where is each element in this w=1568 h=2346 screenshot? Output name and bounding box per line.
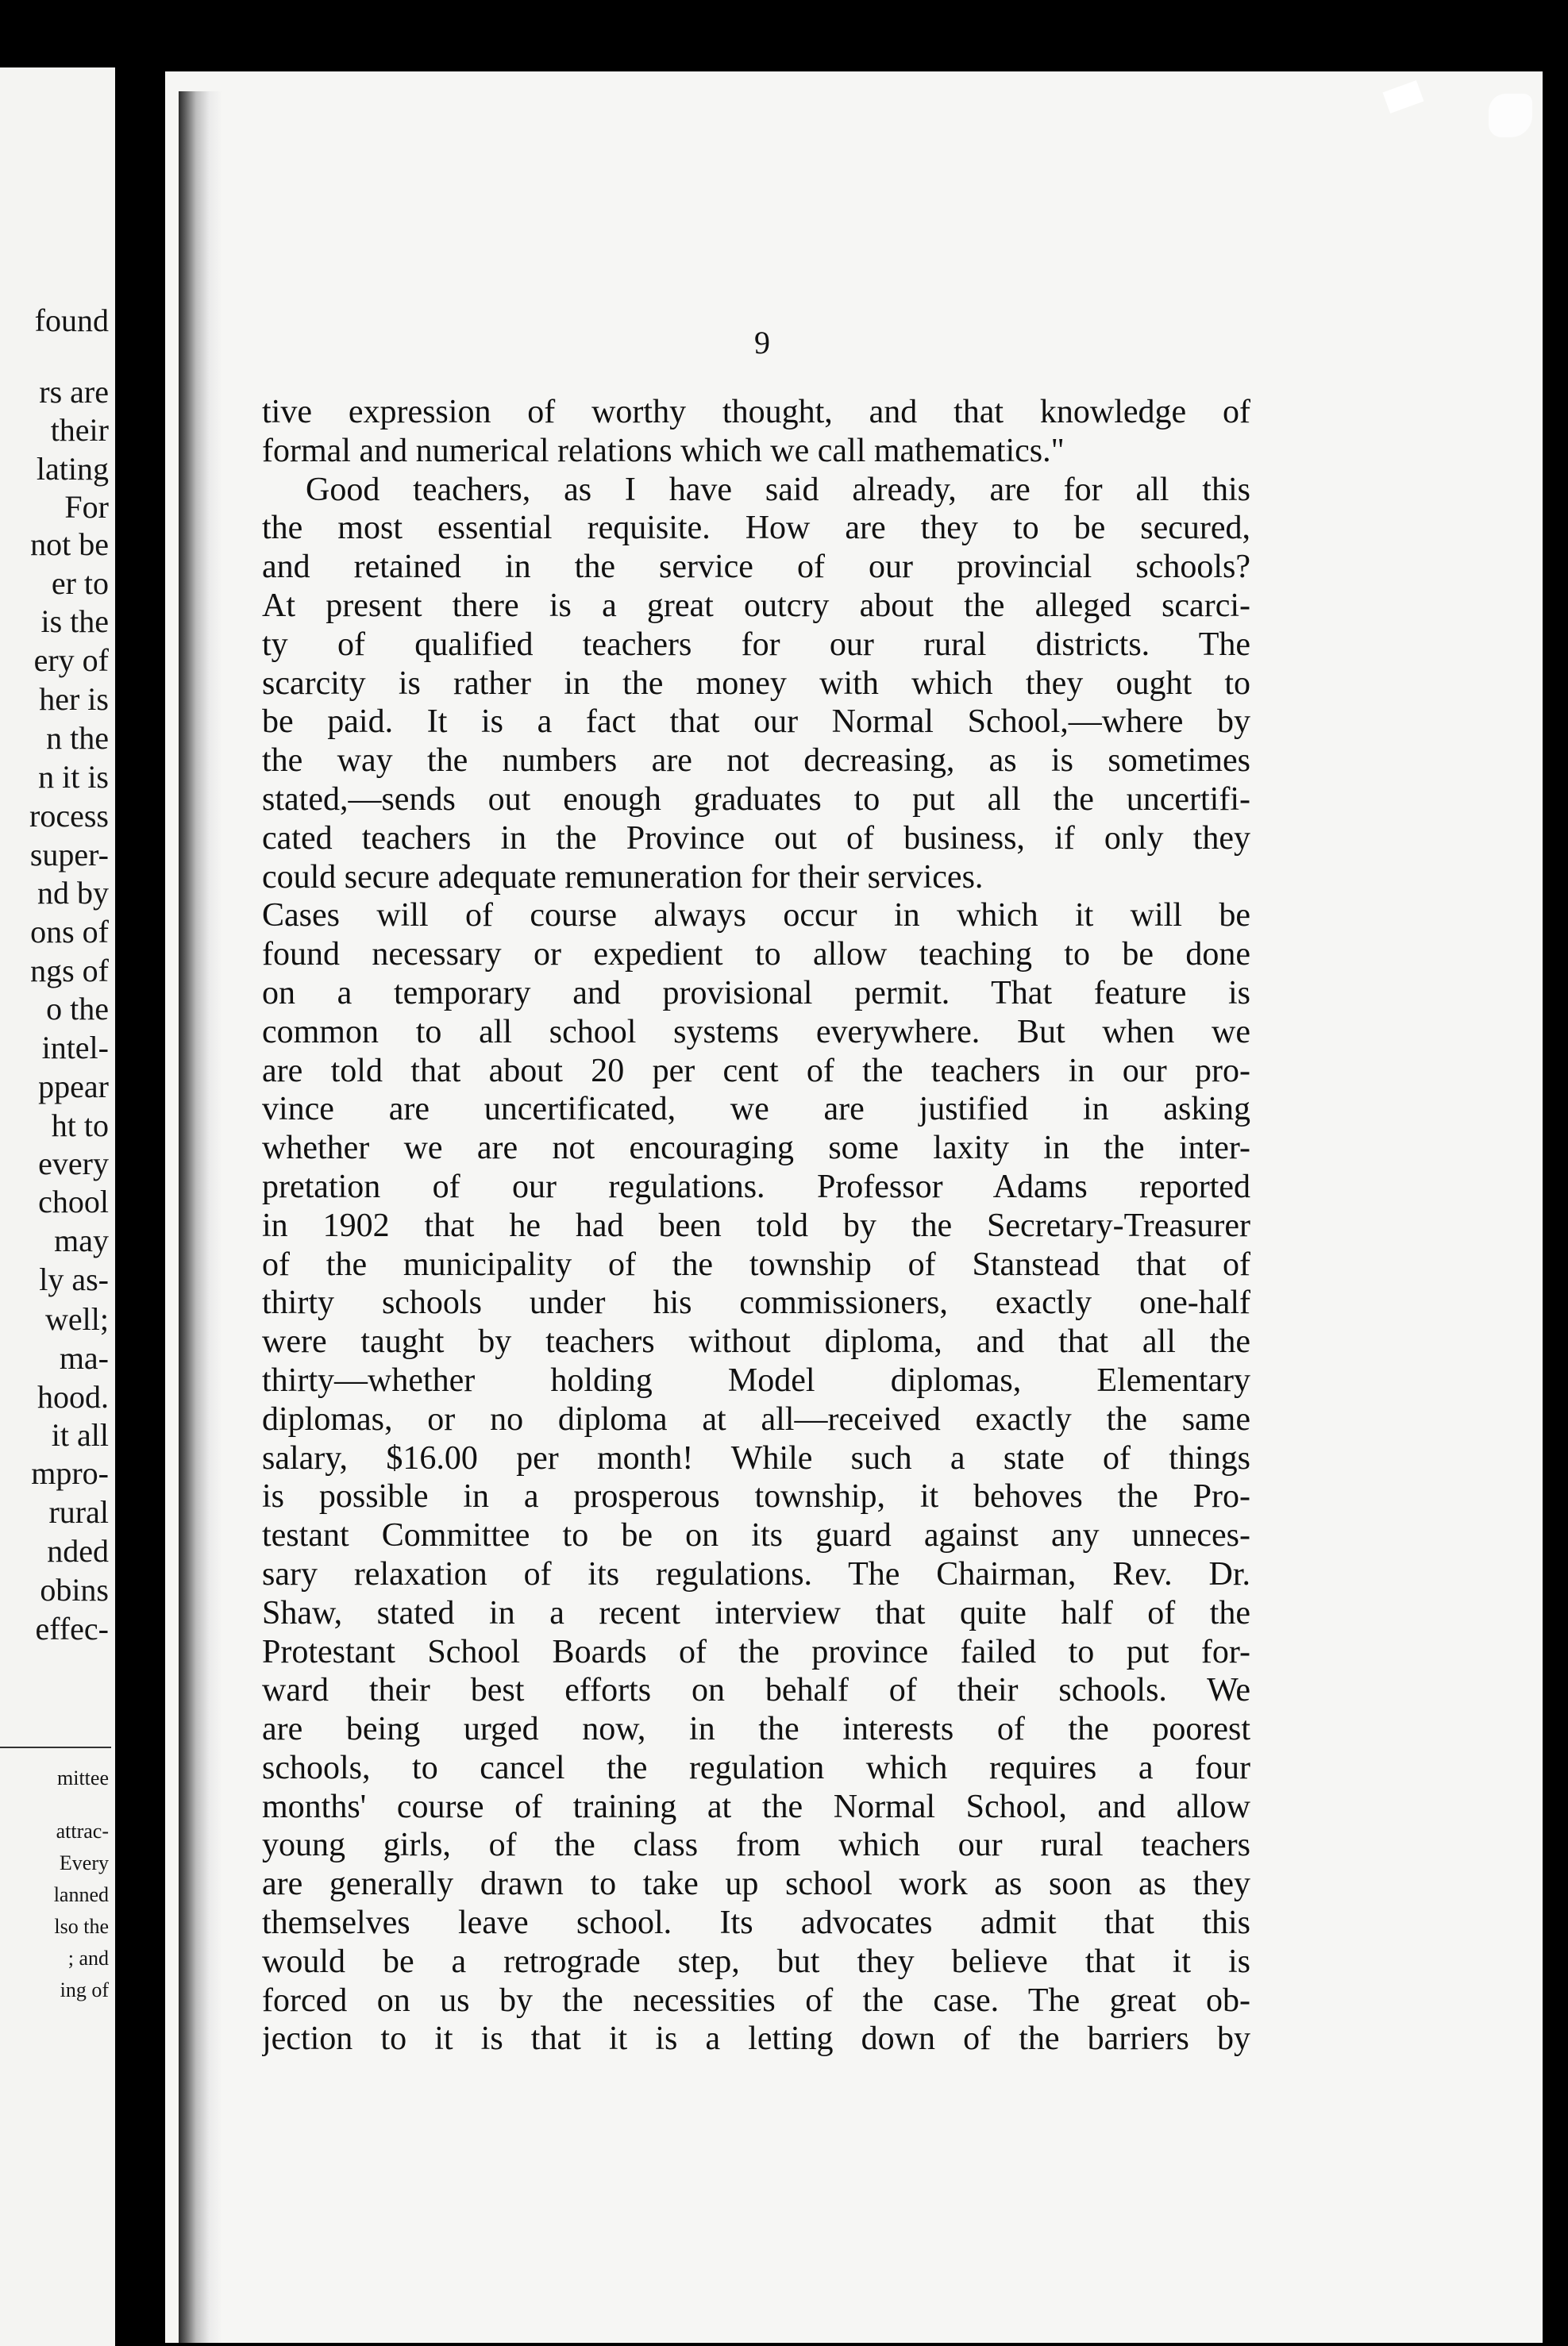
text-line: vince are uncertificated, we are justified in asking (262, 1091, 1250, 1128)
left-page-line: is the (40, 603, 109, 639)
left-page-line: may (54, 1223, 109, 1258)
text-line: ty of qualified teachers for our rural districts. The (262, 626, 1250, 663)
left-page-line: rocess (29, 798, 109, 834)
left-page-line: obins (40, 1572, 109, 1608)
text-line: ward their best efforts on behalf of their schools. We (262, 1672, 1250, 1709)
text-line: found necessary or expedient to allow teaching to be done (262, 936, 1250, 973)
left-page-line: ly as- (39, 1262, 109, 1297)
text-line: be paid. It is a fact that our Normal School,—where by (262, 703, 1250, 741)
left-page-line: super- (29, 837, 109, 873)
text-line: diplomas, or no diploma at all—received exactly the same (262, 1400, 1250, 1438)
left-footnote-line: Every (59, 1851, 109, 1874)
left-page-line: not be (30, 526, 109, 562)
text-line: At present there is a great outcry about the alleged scarci- (262, 587, 1250, 624)
left-page-line: ht to (51, 1108, 109, 1143)
text-line: forced on us by the necessities of the case. The great ob- (262, 1982, 1250, 2019)
text-line: the way the numbers are not decreasing, as is sometimes (262, 742, 1250, 780)
text-line: salary, $16.00 per month! While such a state of things (262, 1439, 1250, 1477)
left-footnote-line: lso the (54, 1915, 109, 1938)
left-page-line: nded (47, 1533, 109, 1569)
text-line: pretation of our regulations. Professor Adams reported (262, 1168, 1250, 1205)
text-line: could secure adequate remuneration for their services. (262, 858, 984, 896)
text-line: themselves leave school. Its advocates admit that this (262, 1905, 1250, 1942)
left-page-line: her is (39, 681, 109, 717)
text-line: and retained in the service of our provincial schools? (262, 549, 1250, 586)
left-page-line: er to (51, 565, 109, 601)
text-line: Shaw, stated in a recent interview that quite half of the (262, 1594, 1250, 1631)
text-line: schools, to cancel the regulation which requires a four (262, 1749, 1250, 1786)
left-page-line: rural (48, 1494, 109, 1530)
text-line: would be a retrograde step, but they believe that it is (262, 1943, 1250, 1980)
text-line: months' course of training at the Normal School, and allow (262, 1788, 1250, 1825)
left-page-line: their (50, 412, 109, 448)
text-line: common to all school systems everywhere. But when we (262, 1013, 1250, 1050)
left-page-line: n the (46, 720, 109, 756)
text-line: Cases will of course always occur in which it will be (262, 897, 1250, 934)
left-page-line: For (64, 489, 109, 525)
left-footnote-line: mittee (57, 1766, 109, 1789)
left-footnote-line: lanned (53, 1883, 109, 1906)
text-line: in 1902 that he had been told by the Secretary-Treasurer (262, 1207, 1250, 1244)
text-line: Protestant School Boards of the province failed to put for- (262, 1633, 1250, 1670)
text-line: thirty schools under his commissioners, exactly one-half (262, 1285, 1250, 1322)
left-page-line: effec- (35, 1611, 109, 1647)
left-page-fragment (0, 67, 115, 2346)
text-line: formal and numerical relations which we call mathematics." (262, 432, 1065, 469)
left-page-line: o the (46, 991, 109, 1027)
left-page-line: hood. (37, 1379, 109, 1415)
left-page-line: well; (45, 1301, 109, 1337)
left-page-line: ma- (59, 1340, 109, 1376)
left-page-line: ppear (38, 1069, 109, 1104)
left-page-line: rs are (39, 374, 109, 410)
text-line: are told that about 20 per cent of the teachers in our pro- (262, 1052, 1250, 1089)
text-line: whether we are not encouraging some laxity in the inter- (262, 1130, 1250, 1167)
left-page-line: mpro- (31, 1455, 109, 1491)
text-line: sary relaxation of its regulations. The Chairman, Rev. Dr. (262, 1555, 1250, 1593)
left-page-line: found (34, 302, 109, 338)
left-page-line: every (38, 1146, 109, 1181)
text-line: stated,—sends out enough graduates to put all the uncertifi- (262, 780, 1250, 818)
scan-artifact (1489, 94, 1532, 137)
text-line: tive expression of worthy thought, and that knowledge of (262, 394, 1250, 430)
left-page-line: nd by (37, 875, 109, 911)
footnote-rule (0, 1747, 111, 1748)
text-line: were taught by teachers without diploma, and that all the (262, 1323, 1250, 1361)
text-line: scarcity is rather in the money with which they ought to (262, 665, 1250, 702)
text-line: testant Committee to be on its guard against any unneces- (262, 1517, 1250, 1554)
left-page-line: lating (36, 451, 109, 487)
left-page-line: chool (38, 1184, 109, 1219)
text-line: are being urged now, in the interests of the poorest (262, 1711, 1250, 1748)
left-page-line: ery of (33, 642, 109, 678)
text-line: young girls, of the class from which our rural teachers (262, 1827, 1250, 1864)
left-page-line: n it is (38, 759, 109, 795)
left-footnote-line: attrac- (56, 1820, 109, 1843)
book-gutter (179, 91, 222, 2343)
text-line: Good teachers, as I have said already, are for all this (306, 471, 1250, 508)
page-number: 9 (754, 325, 770, 360)
text-line: jection to it is that it is a letting down of the barriers by (262, 2020, 1250, 2058)
left-page-line: ngs of (30, 953, 109, 988)
text-line: cated teachers in the Province out of business, if only they (262, 819, 1250, 857)
page-body (262, 393, 1250, 2059)
left-footnote-line: ; and (67, 1947, 109, 1970)
left-page-line: intel- (41, 1030, 109, 1065)
text-line: is possible in a prosperous township, it behoves the Pro- (262, 1478, 1250, 1516)
text-line: on a temporary and provisional permit. That feature is (262, 974, 1250, 1011)
left-page-line: ons of (30, 914, 109, 950)
left-page-line: it all (51, 1417, 109, 1453)
text-line: are generally drawn to take up school work as soon as they (262, 1866, 1250, 1903)
text-line: thirty—whether holding Model diplomas, Elementary (262, 1362, 1250, 1399)
text-line: the most essential requisite. How are they to be secured, (262, 510, 1250, 547)
left-footnote-line: ing of (60, 1978, 109, 2001)
text-line: of the municipality of the township of Stanstead that of (262, 1246, 1250, 1283)
